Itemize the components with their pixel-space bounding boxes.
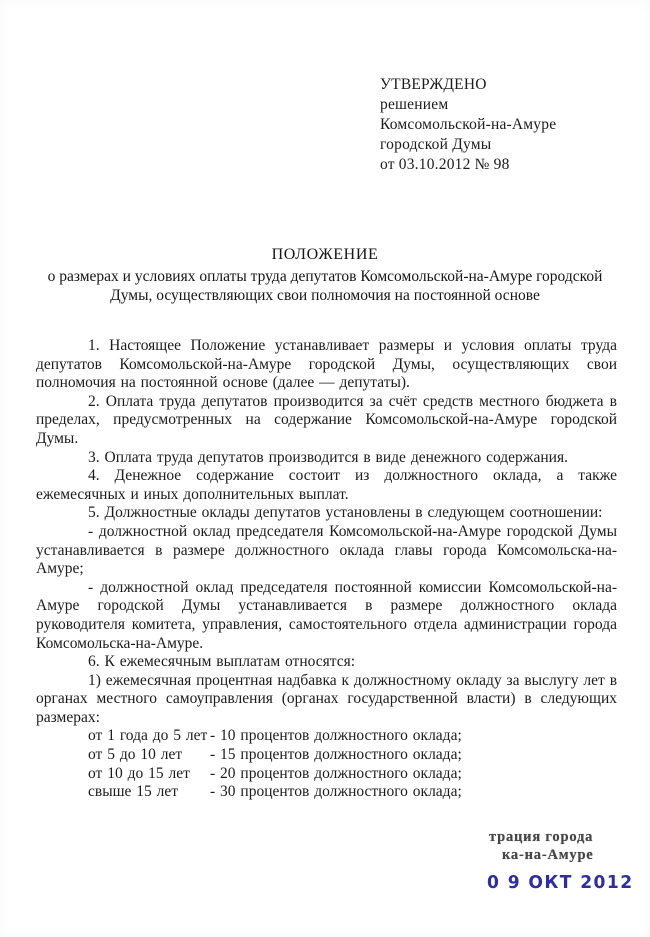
- title-block: [0, 246, 650, 305]
- ink-stamp-fragment: [489, 829, 594, 864]
- date-stamp: 0 9 ОКТ 2012: [487, 872, 634, 893]
- seniority-row: [36, 727, 617, 746]
- page-subtitle: о размерах и условиях оплаты труда депутатов Комсомольской-на-Амуре городской Думы, осуществляющих свои полномочия на постоянной основе: [47, 268, 603, 304]
- approval-block: [380, 75, 556, 175]
- approval-line: городской Думы: [380, 136, 492, 153]
- seniority-row: [36, 765, 617, 784]
- document-body: [36, 337, 617, 802]
- ink-stamp-line: трация города: [489, 829, 594, 845]
- paragraph-3: 3. Оплата труда депутатов производится в виде денежного содержания.: [88, 448, 568, 466]
- seniority-period: от 1 года до 5 лет: [88, 727, 208, 745]
- approval-line: от 03.10.2012 № 98: [380, 156, 510, 173]
- seniority-period: от 5 до 10 лет: [88, 746, 183, 764]
- seniority-period: свыше 15 лет: [88, 783, 179, 801]
- seniority-row: [36, 746, 617, 765]
- page-title: ПОЛОЖЕНИЕ: [271, 246, 379, 263]
- ink-stamp-line: ка-на-Амуре: [502, 846, 594, 863]
- seniority-period: от 10 до 15 лет: [88, 764, 190, 782]
- seniority-value: - 30 процентов должностного оклада;: [210, 783, 462, 801]
- paragraph-5-item-2: - должностной оклад председателя постоянной комиссии Комсомольской-на-Амуре городской Думы устанавливается в размере должностного оклада руководителя комитета, управления, самостоятельного отдела администрации города Комсомольска-на-Амуре.: [36, 578, 617, 652]
- paragraph-6: 6. К ежемесячным выплатам относятся:: [88, 653, 356, 671]
- paragraph-5-item-1: - должностной оклад председателя Комсомольской-на-Амуре городской Думы устанавливается в размере должностного оклада главы города Комсомольска-на-Амуре;: [36, 522, 617, 578]
- paragraph-6-item-1: 1) ежемесячная процентная надбавка к должностному окладу за выслугу лет в органах местного самоуправления (органах государственной власти) в следующих размерах:: [36, 671, 618, 726]
- seniority-value: - 20 процентов должностного оклада;: [210, 764, 462, 782]
- paragraph-5: 5. Должностные оклады депутатов установлены в следующем соотношении:: [88, 504, 603, 522]
- paragraph-1: 1. Настоящее Положение устанавливает размеры и условия оплаты труда депутатов Комсомольской-на-Амуре городской Думы, осуществляющих свои полномочия на постоянной основе (далее — депутаты).: [36, 337, 617, 392]
- seniority-value: - 10 процентов должностного оклада;: [210, 727, 462, 745]
- approval-line: Комсомольской-на-Амуре: [380, 116, 557, 133]
- paragraph-4: 4. Денежное содержание состоит из должностного оклада, а также ежемесячных и иных дополнительных выплат.: [36, 467, 617, 503]
- approval-line: УТВЕРЖДЕНО: [380, 76, 487, 93]
- paragraph-2: 2. Оплата труда депутатов производится за счёт средств местного бюджета в пределах, предусмотренных на содержание Комсомольской-на-Амуре городской Думы.: [36, 392, 617, 447]
- seniority-row: [36, 783, 617, 802]
- seniority-value: - 15 процентов должностного оклада;: [210, 746, 462, 764]
- approval-line: решением: [380, 96, 449, 113]
